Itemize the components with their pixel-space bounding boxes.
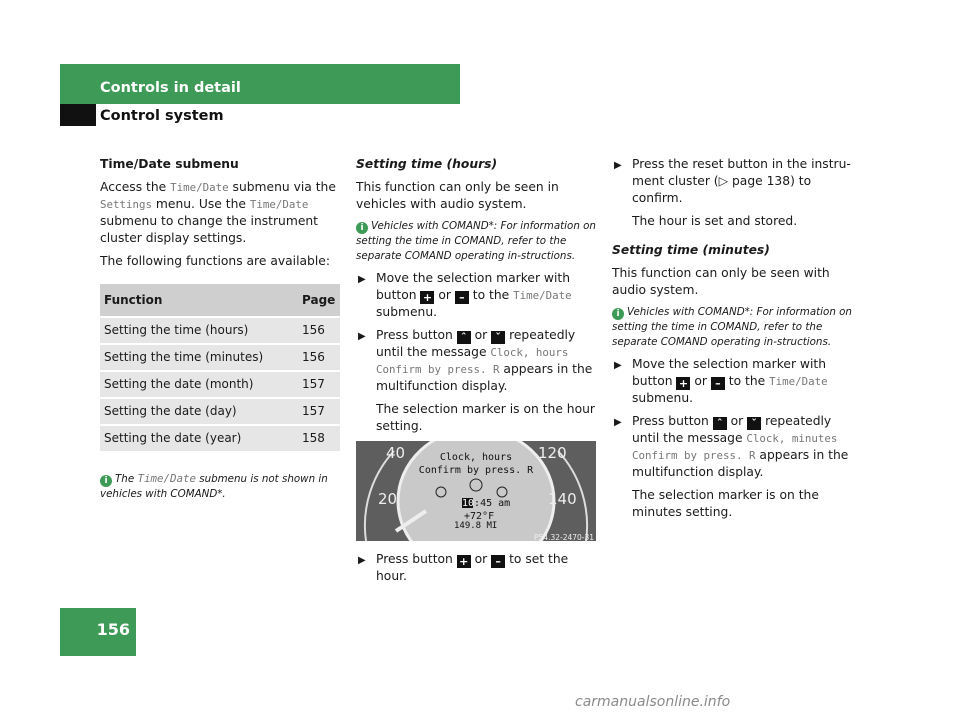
speed-label: 120: [538, 444, 567, 462]
paragraph-audio-minutes: This function can only be seen with audio system.: [612, 266, 830, 297]
chevron-up-icon: ˆ: [713, 417, 727, 430]
table-cell: Setting the time (hours): [100, 317, 298, 344]
arrow-right-icon: ▶: [614, 160, 622, 171]
functions-table: [100, 284, 340, 453]
note-comand: i The Time/Date submenu is not shown in vehicles with COMAND*.: [100, 472, 328, 500]
note-comand-hours: i Vehicles with COMAND*: For information on setting the time in COMAND, refer to the separate COMAND operating in-structions.: [356, 220, 596, 262]
step-move-marker: ▶ Move the selection marker with button + or – to the Time/Date submenu.: [358, 271, 572, 319]
heading-setting-hours: Setting time (hours): [356, 157, 498, 171]
display-temp: +72°F: [464, 511, 495, 522]
table-header-page: Page: [298, 284, 340, 317]
section-title: Controls in detail: [100, 80, 241, 96]
result-minutes-setting: The selection marker is on the minutes setting.: [632, 488, 819, 519]
table-cell: Setting the date (year): [100, 425, 298, 452]
step-move-marker-minutes: ▶ Move the selection marker with button + or – to the Time/Date submenu.: [614, 357, 828, 405]
table-row: [100, 425, 340, 452]
table-row: [100, 398, 340, 425]
step-set-hour: ▶ Press button + or – to set the hour.: [358, 552, 569, 583]
chevron-down-icon: ˇ: [747, 417, 761, 430]
arrow-right-icon: ▶: [358, 274, 366, 285]
plus-key-icon: +: [420, 291, 434, 304]
paragraph-functions: The following functions are available:: [100, 254, 330, 268]
info-icon: i: [356, 222, 368, 234]
table-cell: Setting the time (minutes): [100, 344, 298, 371]
instrument-cluster-display: [356, 441, 596, 541]
plus-key-icon: +: [676, 377, 690, 390]
column-2: [356, 156, 598, 591]
paragraph-audio-hours: This function can only be seen in vehicles with audio system.: [356, 180, 559, 211]
note-comand-minutes: i Vehicles with COMAND*: For information on setting the time in COMAND, refer to the separate COMAND operating in-structions.: [612, 306, 852, 348]
heading-setting-minutes: Setting time (minutes): [612, 243, 770, 257]
table-cell: 157: [298, 398, 340, 425]
table-header-function: Function: [100, 284, 298, 317]
info-icon: i: [100, 475, 112, 487]
table-cell: 157: [298, 371, 340, 398]
chevron-up-icon: ˆ: [457, 331, 471, 344]
table-cell: 156: [298, 344, 340, 371]
header-tab: [60, 104, 96, 126]
page-number: 156: [60, 608, 136, 656]
step-press-reset: ▶ Press the reset button in the instru-ment cluster (▷ page 138) to confirm.: [614, 157, 851, 205]
watermark: carmanualsonline.info: [575, 694, 731, 710]
table-cell: 158: [298, 425, 340, 452]
table-row: [100, 317, 340, 344]
paragraph-access: Access the Time/Date submenu via the Settings menu. Use the Time/Date submenu to change the instrument cluster display settings.: [100, 180, 336, 245]
table-row: [100, 344, 340, 371]
arrow-right-icon: ▶: [614, 360, 622, 371]
table-cell: Setting the date (day): [100, 398, 298, 425]
figure-id: P54.32-2470-31: [534, 533, 595, 541]
arrow-right-icon: ▶: [614, 417, 622, 428]
minus-key-icon: –: [491, 555, 505, 568]
heading-time-date-submenu: Time/Date submenu: [100, 157, 239, 171]
page-ref-icon: ▷: [718, 174, 732, 188]
display-hour: 10: [462, 498, 475, 509]
minus-key-icon: –: [455, 291, 469, 304]
display-line-1: Clock, hours: [439, 452, 513, 463]
plus-key-icon: +: [457, 555, 471, 568]
subsection-title: Control system: [100, 108, 224, 124]
speed-label: 140: [548, 490, 577, 508]
display-line-2: Confirm by press. R: [418, 465, 534, 476]
table-cell: Setting the date (month): [100, 371, 298, 398]
display-time: [462, 498, 510, 509]
arrow-right-icon: ▶: [358, 331, 366, 342]
display-odometer: 149.8 MI: [454, 521, 498, 531]
result-hour-stored: The hour is set and stored.: [632, 214, 798, 228]
result-hour-setting: The selection marker is on the hour setting.: [376, 402, 595, 433]
arrow-right-icon: ▶: [358, 555, 366, 566]
speed-label: 40: [386, 444, 406, 462]
column-3: [612, 156, 854, 527]
minus-key-icon: –: [711, 377, 725, 390]
display-message: [418, 451, 534, 477]
column-1: [100, 156, 340, 508]
speed-label: 20: [378, 490, 398, 508]
info-icon: i: [612, 308, 624, 320]
step-press-updown-minutes: ▶ Press button ˆ or ˇ repeatedly until the message Clock, minutes Confirm by press. R appears in the multifunction display.: [614, 414, 849, 479]
table-cell: 156: [298, 317, 340, 344]
table-row: [100, 371, 340, 398]
step-press-updown: ▶ Press button ˆ or ˇ repeatedly until the message Clock, hours Confirm by press. R appears in the multifunction display.: [358, 328, 593, 393]
chevron-down-icon: ˇ: [491, 331, 505, 344]
display-minutes: :45 am: [474, 498, 511, 509]
